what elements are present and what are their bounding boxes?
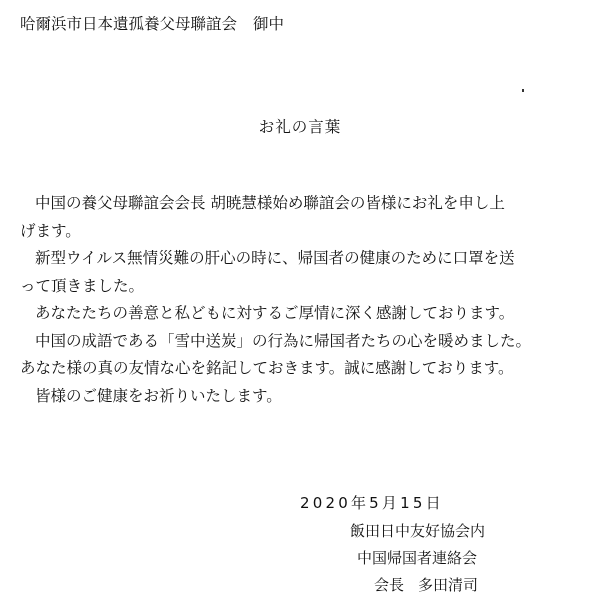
- sender-group: 中国帰国者連絡会: [357, 549, 478, 567]
- body-line: げます。: [20, 221, 81, 240]
- letter-date: 2020年5月15日: [300, 494, 444, 512]
- sender-name: 多田清司: [418, 576, 479, 594]
- addressee-honorific: 御中: [253, 15, 285, 33]
- sender-signature: [374, 574, 478, 595]
- addressee-name: 哈爾浜市日本遺孤養父母聯誼会: [20, 15, 238, 33]
- addressee: [20, 12, 284, 34]
- body-line: 中国の養父母聯誼会会長 胡暁慧様始め聯誼会の皆様にお礼を申し上: [35, 194, 505, 212]
- body-line: あなたたちの善意と私どもに対するご厚情に深く感謝しております。: [35, 304, 515, 322]
- sender-role: 会長: [374, 576, 405, 594]
- body-line: 新型ウイルス無情災難の肝心の時に、帰国者の健康のために口罩を送: [35, 249, 515, 267]
- letter-title: お礼の言葉: [258, 118, 342, 136]
- scan-speck: [522, 89, 524, 92]
- body-line: 中国の成語である「雪中送炭」の行為に帰国者たちの心を暖めました。: [35, 331, 532, 350]
- body-line: 皆様のご健康をお祈りいたします。: [35, 386, 282, 405]
- letter-body: [20, 190, 586, 410]
- body-line: あなた様の真の友情な心を銘記しておきます。誠に感謝しております。: [20, 359, 514, 377]
- body-line: って頂きました。: [20, 276, 145, 295]
- sender-organization: 飯田日中友好協会内: [350, 522, 486, 540]
